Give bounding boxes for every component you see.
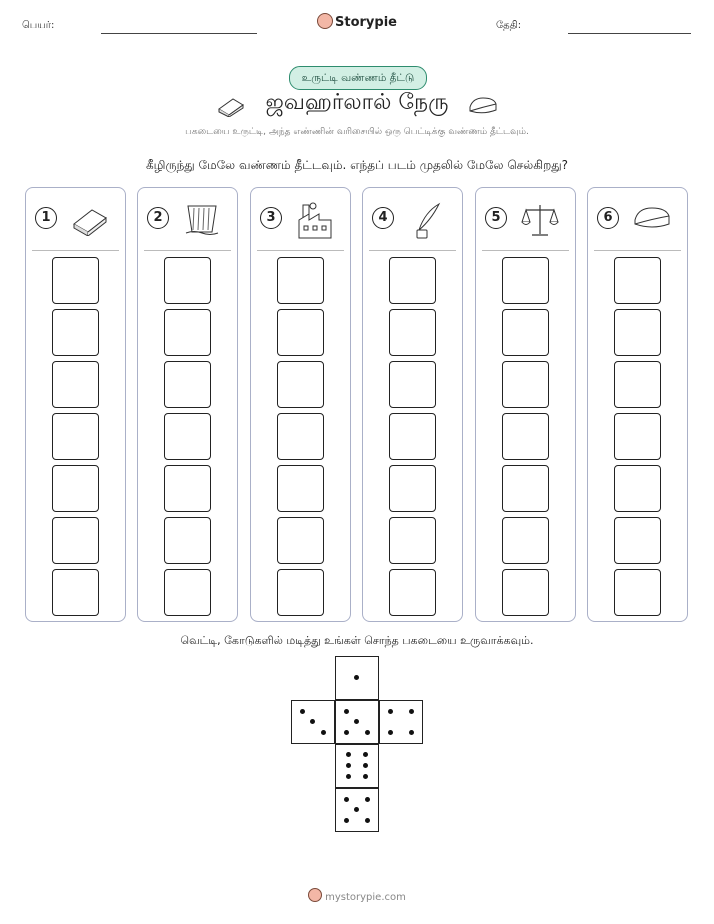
- color-box[interactable]: [277, 569, 324, 616]
- footer: [0, 888, 714, 903]
- dice-face-4: [335, 700, 379, 744]
- color-box[interactable]: [52, 413, 99, 460]
- column-divider: [32, 250, 119, 251]
- color-box[interactable]: [277, 517, 324, 564]
- subtitle: பகடையை உருட்டி, அந்த எண்ணின் வரிசையில் ஒரு பெட்டிக்கு வண்ணம் தீட்டவும்.: [185, 127, 529, 137]
- brand-logo: [0, 13, 714, 30]
- column-number: 3: [260, 207, 282, 229]
- color-box[interactable]: [164, 413, 211, 460]
- column-divider: [257, 250, 344, 251]
- column-5: [475, 187, 576, 622]
- color-box[interactable]: [389, 413, 436, 460]
- cap-icon: [632, 202, 672, 236]
- storypie-logo-icon: [308, 888, 322, 902]
- color-box[interactable]: [277, 413, 324, 460]
- color-box[interactable]: [164, 517, 211, 564]
- column-4: [362, 187, 463, 622]
- cap-icon: [467, 95, 499, 117]
- column-number: 6: [597, 207, 619, 229]
- color-box[interactable]: [389, 517, 436, 564]
- column-2: [137, 187, 238, 622]
- dice-face-6: [335, 744, 379, 788]
- color-box[interactable]: [52, 517, 99, 564]
- date-line: [568, 33, 691, 34]
- dice-face-1: [335, 656, 379, 700]
- color-box[interactable]: [164, 257, 211, 304]
- color-box[interactable]: [52, 309, 99, 356]
- color-box[interactable]: [502, 361, 549, 408]
- name-line: [101, 33, 257, 34]
- column-number: 4: [372, 207, 394, 229]
- color-box[interactable]: [277, 361, 324, 408]
- color-box[interactable]: [52, 465, 99, 512]
- color-box[interactable]: [164, 465, 211, 512]
- color-box[interactable]: [614, 413, 661, 460]
- column-divider: [369, 250, 456, 251]
- color-box[interactable]: [614, 309, 661, 356]
- column-divider: [144, 250, 231, 251]
- dice-face-3: [291, 700, 335, 744]
- column-number: 2: [147, 207, 169, 229]
- factory-icon: [295, 202, 335, 240]
- color-box[interactable]: [277, 309, 324, 356]
- color-box[interactable]: [52, 569, 99, 616]
- column-divider: [482, 250, 569, 251]
- activity-pill: உருட்டி வண்ணம் தீட்டு: [289, 66, 427, 90]
- color-box[interactable]: [614, 517, 661, 564]
- footer-url[interactable]: mystorypie.com: [325, 892, 406, 903]
- color-box[interactable]: [164, 569, 211, 616]
- color-box[interactable]: [502, 309, 549, 356]
- dice-face-2: [379, 700, 423, 744]
- color-box[interactable]: [502, 257, 549, 304]
- column-1: [25, 187, 126, 622]
- color-box[interactable]: [389, 465, 436, 512]
- color-box[interactable]: [164, 361, 211, 408]
- color-box[interactable]: [389, 309, 436, 356]
- name-label: பெயர்:: [22, 20, 55, 31]
- book-icon: [70, 202, 110, 236]
- color-box[interactable]: [389, 569, 436, 616]
- color-box[interactable]: [614, 257, 661, 304]
- question: கீழிருந்து மேலே வண்ணம் தீட்டவும். எந்தப் படம் முதலில் மேலே செல்கிறது?: [145, 158, 569, 172]
- column-6: [587, 187, 688, 622]
- brand-name: Storypie: [335, 15, 397, 30]
- quill-ink-icon: [407, 202, 447, 240]
- color-box[interactable]: [502, 517, 549, 564]
- date-label: தேதி:: [496, 20, 522, 31]
- storypie-logo-icon: [317, 13, 333, 29]
- color-box[interactable]: [614, 361, 661, 408]
- color-box[interactable]: [502, 465, 549, 512]
- column-number: 1: [35, 207, 57, 229]
- column-number: 5: [485, 207, 507, 229]
- color-box[interactable]: [614, 465, 661, 512]
- cut-instruction: வெட்டி, கோடுகளில் மடித்து உங்கள் சொந்த பகடையை உருவாக்கவும்.: [180, 634, 534, 647]
- dice-face-5: [335, 788, 379, 832]
- color-box[interactable]: [164, 309, 211, 356]
- scales-icon: [520, 202, 560, 238]
- page-title: ஜவஹர்லால் நேரு: [265, 90, 449, 115]
- color-box[interactable]: [502, 413, 549, 460]
- color-box[interactable]: [389, 257, 436, 304]
- color-box[interactable]: [614, 569, 661, 616]
- column-3: [250, 187, 351, 622]
- dam-icon: [182, 202, 222, 236]
- color-box[interactable]: [277, 257, 324, 304]
- color-box[interactable]: [502, 569, 549, 616]
- color-box[interactable]: [52, 361, 99, 408]
- column-divider: [594, 250, 681, 251]
- color-box[interactable]: [277, 465, 324, 512]
- color-box[interactable]: [52, 257, 99, 304]
- color-box[interactable]: [389, 361, 436, 408]
